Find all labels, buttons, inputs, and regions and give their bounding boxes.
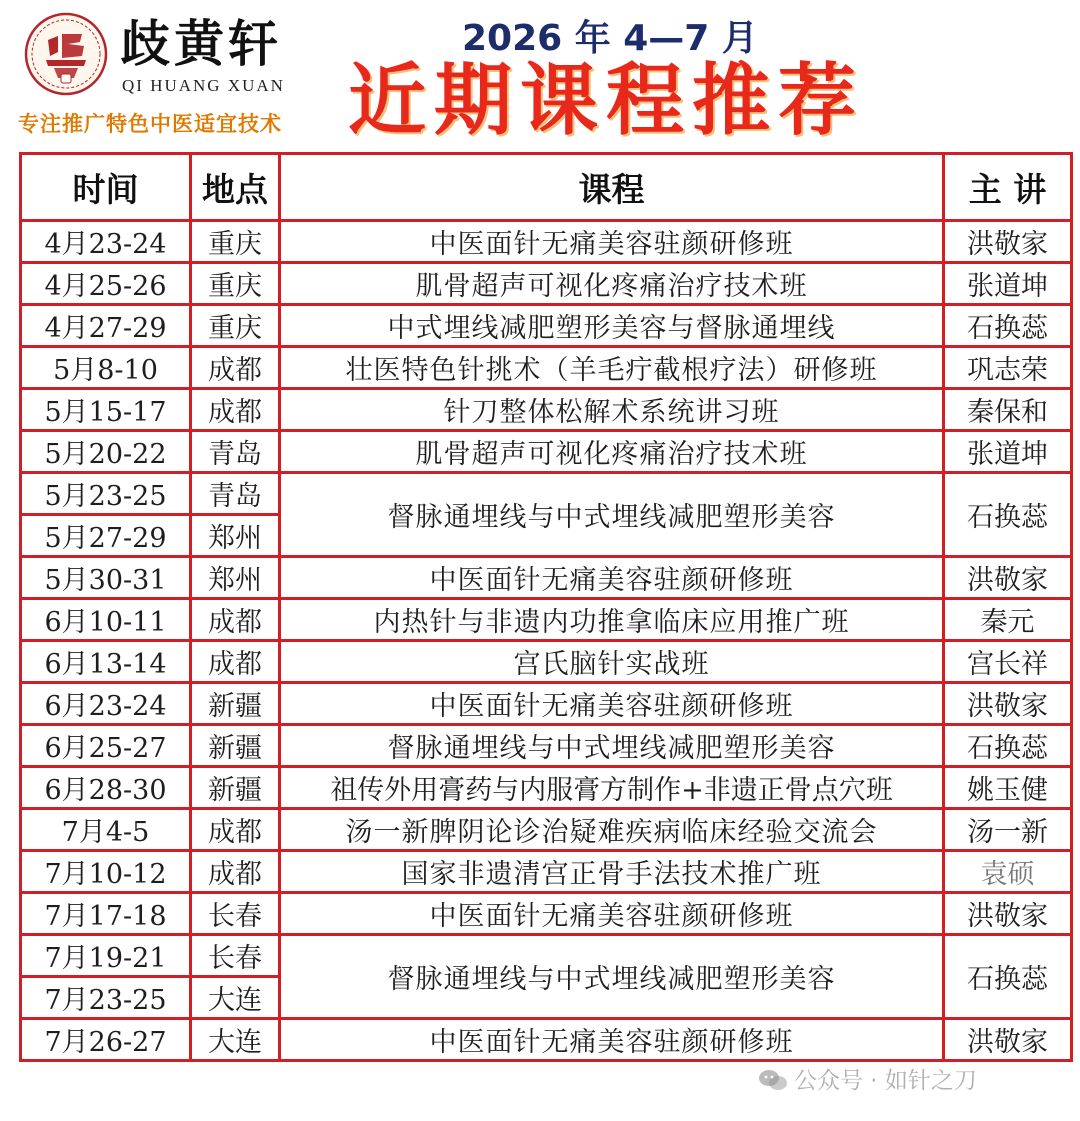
column-header-speaker: 主 讲 <box>944 154 1072 221</box>
course-schedule-table <box>19 152 1073 1062</box>
table-row <box>21 305 1072 347</box>
course-time: 6月23-24 <box>21 683 191 725</box>
table-row <box>21 683 1072 725</box>
course-time: 5月30-31 <box>21 557 191 599</box>
course-place: 成都 <box>191 641 280 683</box>
course-place: 青岛 <box>191 473 280 515</box>
course-name: 内热针与非遗内功推拿临床应用推广班 <box>280 599 944 641</box>
course-place: 成都 <box>191 347 280 389</box>
table-row <box>21 557 1072 599</box>
course-name: 中医面针无痛美容驻颜研修班 <box>280 221 944 263</box>
course-place: 新疆 <box>191 683 280 725</box>
course-name: 督脉通埋线与中式埋线减肥塑形美容 <box>280 935 944 1019</box>
course-speaker: 石换蕊 <box>944 473 1072 557</box>
course-name: 壮医特色针挑术（羊毛疔截根疗法）研修班 <box>280 347 944 389</box>
course-name: 针刀整体松解术系统讲习班 <box>280 389 944 431</box>
course-time: 5月8-10 <box>21 347 191 389</box>
course-place: 长春 <box>191 935 280 977</box>
course-place: 重庆 <box>191 221 280 263</box>
course-speaker: 洪敬家 <box>944 683 1072 725</box>
course-name: 肌骨超声可视化疼痛治疗技术班 <box>280 431 944 473</box>
brand-pinyin: QI HUANG XUAN <box>122 76 285 95</box>
watermark <box>758 1062 977 1095</box>
course-place: 新疆 <box>191 725 280 767</box>
course-place: 重庆 <box>191 263 280 305</box>
table-row <box>21 473 1072 515</box>
table-row <box>21 935 1072 977</box>
course-time: 6月10-11 <box>21 599 191 641</box>
table-row <box>21 851 1072 893</box>
course-place: 成都 <box>191 809 280 851</box>
course-name: 中医面针无痛美容驻颜研修班 <box>280 557 944 599</box>
course-speaker: 洪敬家 <box>944 557 1072 599</box>
course-place: 长春 <box>191 893 280 935</box>
course-speaker: 张道坤 <box>944 431 1072 473</box>
course-time: 5月15-17 <box>21 389 191 431</box>
course-place: 成都 <box>191 599 280 641</box>
qihuangxuan-seal-logo-icon <box>24 12 108 96</box>
course-place: 郑州 <box>191 515 280 557</box>
course-name: 中医面针无痛美容驻颜研修班 <box>280 1019 944 1061</box>
column-header-place: 地点 <box>191 154 280 221</box>
course-time: 4月27-29 <box>21 305 191 347</box>
course-time: 7月4-5 <box>21 809 191 851</box>
course-place: 大连 <box>191 1019 280 1061</box>
course-speaker: 汤一新 <box>944 809 1072 851</box>
course-time: 6月13-14 <box>21 641 191 683</box>
course-name: 中医面针无痛美容驻颜研修班 <box>280 683 944 725</box>
course-place: 大连 <box>191 977 280 1019</box>
course-speaker: 石换蕊 <box>944 725 1072 767</box>
course-speaker: 姚玉健 <box>944 767 1072 809</box>
course-speaker: 洪敬家 <box>944 221 1072 263</box>
course-speaker: 巩志荣 <box>944 347 1072 389</box>
course-name: 督脉通埋线与中式埋线减肥塑形美容 <box>280 473 944 557</box>
column-header-course: 课程 <box>280 154 944 221</box>
course-name: 汤一新脾阴论诊治疑难疾病临床经验交流会 <box>280 809 944 851</box>
table-row <box>21 347 1072 389</box>
course-time: 7月19-21 <box>21 935 191 977</box>
table-row <box>21 263 1072 305</box>
course-time: 5月27-29 <box>21 515 191 557</box>
course-speaker: 秦保和 <box>944 389 1072 431</box>
course-speaker: 洪敬家 <box>944 893 1072 935</box>
table-row <box>21 893 1072 935</box>
course-speaker: 石换蕊 <box>944 935 1072 1019</box>
course-speaker: 宫长祥 <box>944 641 1072 683</box>
course-name: 国家非遗清宫正骨手法技术推广班 <box>280 851 944 893</box>
course-name: 肌骨超声可视化疼痛治疗技术班 <box>280 263 944 305</box>
course-time: 7月10-12 <box>21 851 191 893</box>
course-place: 青岛 <box>191 431 280 473</box>
course-time: 4月25-26 <box>21 263 191 305</box>
course-time: 6月28-30 <box>21 767 191 809</box>
table-row <box>21 767 1072 809</box>
column-header-time: 时间 <box>21 154 191 221</box>
course-place: 郑州 <box>191 557 280 599</box>
course-speaker: 洪敬家 <box>944 1019 1072 1061</box>
course-place: 重庆 <box>191 305 280 347</box>
course-name: 宫氏脑针实战班 <box>280 641 944 683</box>
course-speaker: 袁硕 <box>944 851 1072 893</box>
brand-name: 歧黄轩 <box>120 14 282 73</box>
course-time: 7月23-25 <box>21 977 191 1019</box>
course-time: 5月20-22 <box>21 431 191 473</box>
course-speaker: 秦元 <box>944 599 1072 641</box>
table-row <box>21 809 1072 851</box>
table-row <box>21 1019 1072 1061</box>
course-place: 成都 <box>191 851 280 893</box>
table-row <box>21 431 1072 473</box>
course-time: 6月25-27 <box>21 725 191 767</box>
course-speaker: 石换蕊 <box>944 305 1072 347</box>
table-row <box>21 389 1072 431</box>
course-name: 中式埋线减肥塑形美容与督脉通埋线 <box>280 305 944 347</box>
course-time: 7月17-18 <box>21 893 191 935</box>
course-name: 督脉通埋线与中式埋线减肥塑形美容 <box>280 725 944 767</box>
table-row <box>21 725 1072 767</box>
wechat-official-account-icon <box>758 1068 788 1092</box>
table-row <box>21 599 1072 641</box>
watermark-text: 公众号 · 如针之刀 <box>794 1068 977 1094</box>
course-time: 7月26-27 <box>21 1019 191 1061</box>
course-speaker: 张道坤 <box>944 263 1072 305</box>
course-time: 5月23-25 <box>21 473 191 515</box>
table-header-row <box>21 154 1072 221</box>
course-place: 新疆 <box>191 767 280 809</box>
course-time: 4月23-24 <box>21 221 191 263</box>
course-place: 成都 <box>191 389 280 431</box>
table-row <box>21 221 1072 263</box>
date-range-title: 2026 年 4—7 月 <box>462 18 758 59</box>
course-name: 祖传外用膏药与内服膏方制作+非遗正骨点穴班 <box>280 767 944 809</box>
table-row <box>21 641 1072 683</box>
brand-slogan: 专注推广特色中医适宜技术 <box>18 112 282 136</box>
course-name: 中医面针无痛美容驻颜研修班 <box>280 893 944 935</box>
page-title: 近期课程推荐 <box>348 56 865 146</box>
